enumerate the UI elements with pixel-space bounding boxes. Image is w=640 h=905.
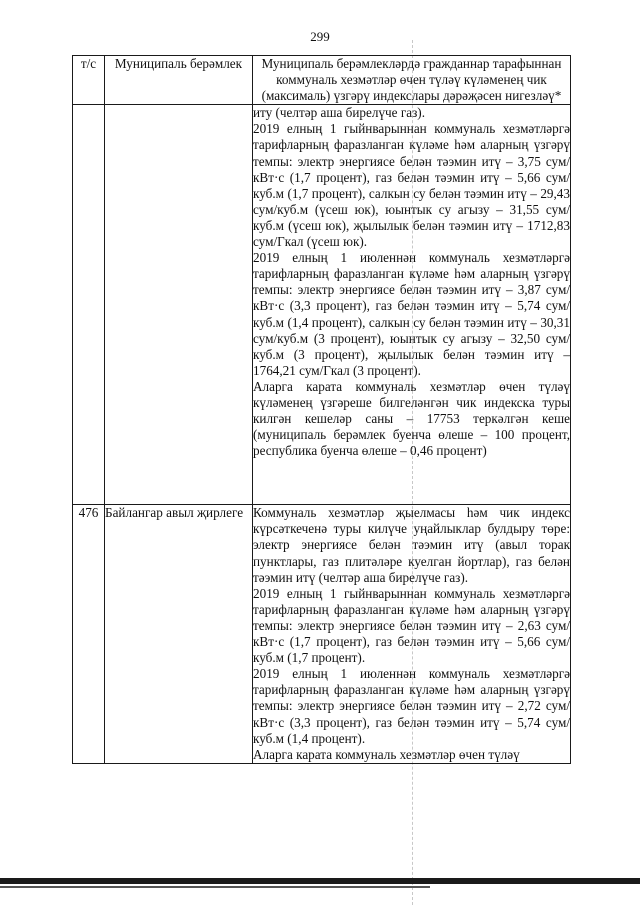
row-number (73, 105, 105, 505)
row-justification (253, 505, 571, 764)
table-row (73, 105, 571, 505)
table-row (73, 505, 571, 764)
paragraph: 2019 елның 1 июленнән коммуналь хезмәтләргә тарифларның фаразланган күләме һәм аларның үзгәрү темпы: электр энергиясе белән тәэмин итү – 2,72 сум/кВт·с (3,3 процент), газ белән тәэмин итү – 5,74 сум/куб.м (1,4 процент). (253, 666, 570, 746)
tariff-table (72, 55, 571, 764)
row-municipality (105, 105, 253, 505)
paragraph: Аларга карата коммуналь хезмәтләр өчен түләү күләменең үзгәреше билгеләнгән чик индекска туры килгән кешеләр саны – 17753 теркәлгән кеше (муниципаль берәмлек буенча өлеше – 100 процент, республика буенча өлеше – 0,46 процент) (253, 378, 570, 459)
scan-border-line (0, 886, 430, 888)
paragraph: 2019 елның 1 гыйнварыннан коммуналь хезмәтләргә тарифларның фаразланган күләме һәм аларның үзгәрү темпы: электр энергиясе белән тәэмин итү – 2,63 сум/кВт·с (1,7 процент), газ белән тәэмин итү – 5,66 сум/куб.м (1,7 процент). (253, 585, 570, 666)
paragraph: 2019 елның 1 июленнән коммуналь хезмәтләргә тарифларның фаразланган күләме һәм аларның үзгәрү темпы: электр энергиясе белән тәэмин итү – 3,87 сум/кВт·с (3,3 процент), газ белән тәэмин итү – 5,74 сум/куб.м (1,4 процент), салкын су белән тәэмин итү – 30,31 сум/куб.м (3 процент), юынтык су агызу – 32,50 сум/куб.м (3 процент), җылылык белән тәэмин итү – 1764,21 сум/Гкал (3 процент). (253, 250, 570, 378)
row-municipality: Байлангар авыл җирлеге (105, 505, 253, 764)
page-number: 299 (310, 29, 330, 44)
paragraph: Коммуналь хезмәтләр җыелмасы һәм чик индекс күрсәткеченә туры килүче уңайлыклар булдыру төре: электр энергиясе белән тәэмин итү (авыл торак пунктлары, газ плитәләре куелган йортлар), газ белән тәэмин итү (челтәр аша бирелүче газ). (253, 505, 570, 585)
header-municipality: Муниципаль берәмлек (105, 56, 253, 105)
paragraph: иту (челтәр аша бирелүче газ). (253, 105, 425, 121)
header-number: т/с (73, 56, 105, 105)
header-justification: Муниципаль берәмлекләрдә гражданнар тарафыннан коммуналь хезмәтләр өчен түләү күләменең чик (максималь) үзгәрү индекслары дәрәҗәсен нигезләү* (253, 56, 571, 105)
paragraph: Аларга карата коммуналь хезмәтләр өчен түләү (253, 746, 520, 762)
row-justification (253, 105, 571, 505)
paragraph: 2019 елның 1 гыйнварыннан коммуналь хезмәтләргә тарифларның фаразланган күләме һәм аларның үзгәрү темпы: электр энергиясе белән тәэмин итү – 3,75 сум/кВт·с (1,7 процент), газ белән тәэмин итү – 5,66 сум/куб.м (1,7 процент), салкын су белән тәэмин итү – 29,43 сум/куб.м (үсеш юк), юынтык су агызу – 31,55 сум/куб.м (үсеш юк), җылылык белән тәэмин итү – 1712,83 сум/Гкал (үсеш юк). (253, 121, 570, 250)
table-header-row (73, 56, 571, 105)
scan-border-bar (0, 878, 640, 884)
row-number: 476 (73, 505, 105, 764)
